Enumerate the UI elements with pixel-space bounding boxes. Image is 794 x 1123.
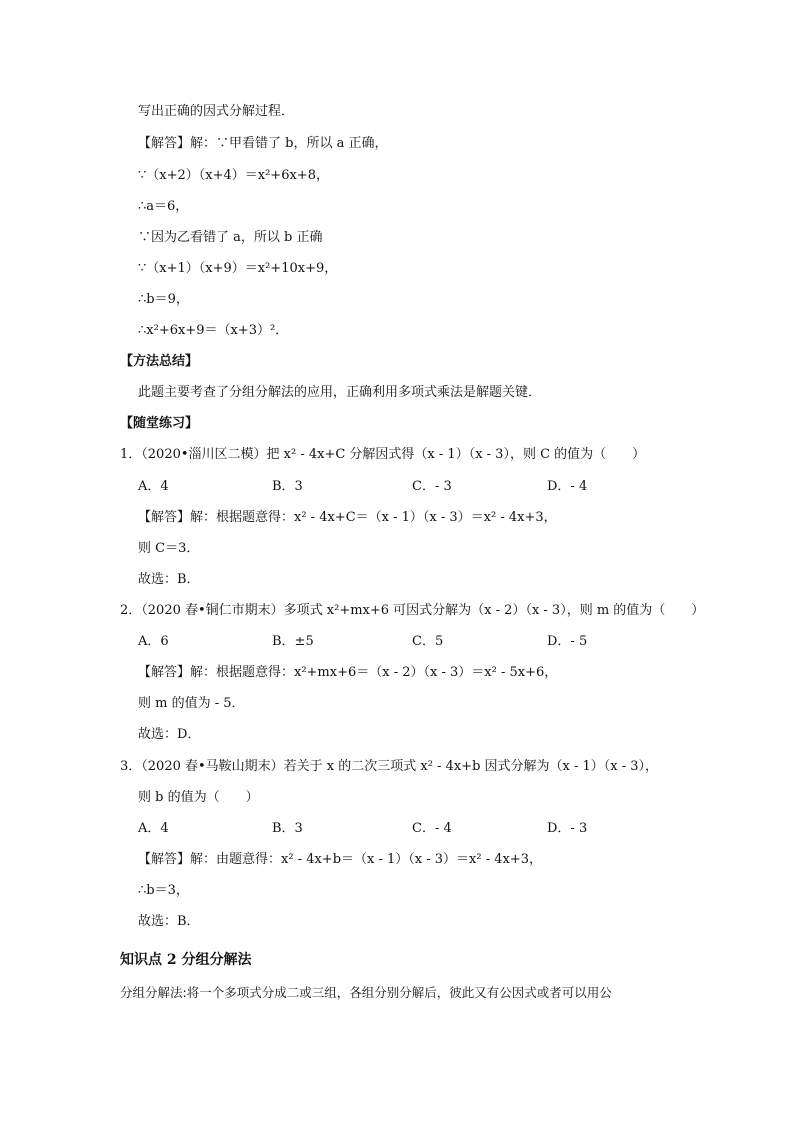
q3-answer: 故选：B． bbox=[138, 914, 200, 929]
q2-answer: 故选：D． bbox=[138, 727, 201, 742]
text-line: ∴x²+6x+9＝（x+3）²． bbox=[138, 323, 289, 338]
q3-option-c: C．- 4 bbox=[412, 821, 452, 836]
q3-solution: ∴b＝3， bbox=[138, 883, 189, 898]
q3-option-a: A．4 bbox=[138, 821, 169, 836]
q3-solution: 【解答】解：由题意得：x² - 4x+b＝（x - 1）（x - 3）＝x² - 4x+3， bbox=[138, 852, 543, 867]
q1-solution: 则 C＝3． bbox=[138, 541, 200, 556]
q2-option-d: D．- 5 bbox=[547, 634, 588, 649]
text-line: ∵（x+1）（x+9）＝x²+10x+9， bbox=[138, 261, 338, 276]
q2-solution: 则 m 的值为 - 5． bbox=[138, 696, 245, 711]
text-line: ∵因为乙看错了 a，所以 b 正确 bbox=[138, 230, 323, 245]
text-line: ∴a＝6， bbox=[138, 199, 189, 214]
q1-option-d: D．- 4 bbox=[547, 479, 588, 494]
text-line: 写出正确的因式分解过程． bbox=[138, 104, 295, 119]
question-3-continued: 则 b 的值为（ ） bbox=[138, 790, 259, 805]
q3-option-d: D．- 3 bbox=[547, 821, 588, 836]
q1-option-b: B．3 bbox=[272, 479, 303, 494]
q2-option-c: C．5 bbox=[412, 634, 444, 649]
q1-option-a: A．4 bbox=[138, 479, 169, 494]
q1-answer: 故选：B． bbox=[138, 572, 200, 587]
question-3: 3．（2020 春•马鞍山期末）若关于 x 的二次三项式 x² - 4x+b 因式分解为（x - 1）（x - 3）， bbox=[120, 759, 659, 774]
section-heading-method: 【方法总结】 bbox=[120, 354, 199, 369]
method-summary: 此题主要考查了分组分解法的应用，正确利用多项式乘法是解题关键． bbox=[138, 385, 542, 400]
answer-line: 【解答】解：∵甲看错了 b，所以 a 正确， bbox=[138, 136, 388, 151]
knowledge-point-text: 分组分解法:将一个多项式分成二或三组，各组分别分解后，彼此又有公因式或者可以用公 bbox=[120, 985, 612, 1000]
q1-option-c: C．- 3 bbox=[412, 479, 452, 494]
text-line: ∵（x+2）（x+4）＝x²+6x+8， bbox=[138, 168, 329, 183]
question-1: 1．（2020•淄川区二模）把 x² - 4x+C 分解因式得（x - 1）（x - 3），则 C 的值为（ ） bbox=[120, 447, 646, 462]
q3-option-b: B．3 bbox=[272, 821, 303, 836]
text-line: ∴b＝9， bbox=[138, 292, 189, 307]
q2-option-a: A．6 bbox=[138, 634, 169, 649]
knowledge-point-heading: 知识点 2 分组分解法 bbox=[120, 952, 252, 968]
q2-solution: 【解答】解：根据题意得：x²+mx+6＝（x - 2）（x - 3）＝x² - 5x+6， bbox=[138, 665, 558, 680]
section-heading-practice: 【随堂练习】 bbox=[120, 416, 199, 431]
q2-option-b: B．±5 bbox=[272, 634, 314, 649]
q1-solution: 【解答】解：根据题意得：x² - 4x+C＝（x - 1）（x - 3）＝x² - 4x+3， bbox=[138, 510, 557, 525]
question-2: 2．（2020 春•铜仁市期末）多项式 x²+mx+6 可因式分解为（x - 2）（x - 3），则 m 的值为（ ） bbox=[120, 603, 705, 618]
